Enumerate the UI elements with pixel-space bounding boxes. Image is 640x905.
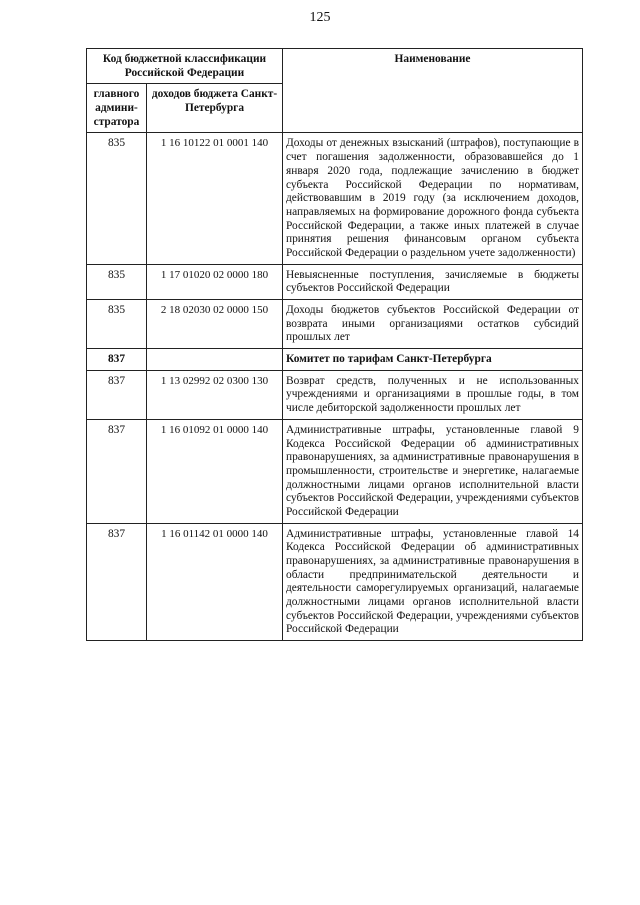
table-row xyxy=(87,370,583,419)
income-code-cell: 1 17 01020 02 0000 180 xyxy=(147,264,283,299)
header-name: Наименование xyxy=(283,49,583,133)
name-cell: Административные штрафы, установленные главой 14 Кодекса Российской Федерации об административных правонарушениях, за административные правонарушения в области предпринимательской деятельности и деятельности саморегулируемых организаций, налагаемые должностными лицами органов исполнительной власти субъектов Российской Федерации, учреждениями субъектов Российской Федерации xyxy=(283,523,583,641)
name-cell: Невыясненные поступления, зачисляемые в бюджеты субъектов Российской Федерации xyxy=(283,264,583,299)
header-admin: главного админи-стратора xyxy=(87,84,147,133)
income-code-cell: 1 13 02992 02 0300 130 xyxy=(147,370,283,419)
table-row xyxy=(87,133,583,264)
budget-classification-table xyxy=(86,48,583,641)
table-header xyxy=(87,49,583,133)
admin-code-cell: 837 xyxy=(87,523,147,641)
income-code-cell: 2 18 02030 02 0000 150 xyxy=(147,300,283,349)
admin-code-cell: 837 xyxy=(87,349,147,371)
income-code-cell: 1 16 01142 01 0000 140 xyxy=(147,523,283,641)
name-cell: Доходы от денежных взысканий (штрафов), поступающие в счет погашения задолженности, образовавшейся до 1 января 2020 года, подлежащие зачислению в бюджет субъекта Российской Федерации по нормативам, действовавшим в 2019 году (за исключением доходов, направляемых на формирование дорожного фонда субъекта Российской Федерации, а также иных платежей в случае принятия решения финансовым органом субъекта Российской Федерации о раздельном учете задолженности) xyxy=(283,133,583,264)
income-code-cell: 1 16 10122 01 0001 140 xyxy=(147,133,283,264)
income-code-cell xyxy=(147,349,283,371)
name-cell: Доходы бюджетов субъектов Российской Федерации от возврата иными организациями остатков субсидий прошлых лет xyxy=(283,300,583,349)
name-cell: Возврат средств, полученных и не использованных учреждениями и организациями в прошлые годы, в том числе дебиторской задолженности прошлых лет xyxy=(283,370,583,419)
header-classification-code: Код бюджетной классификации Российской Федерации xyxy=(87,49,283,84)
page-number: 125 xyxy=(309,10,331,25)
table-row xyxy=(87,523,583,641)
section-title-cell: Комитет по тарифам Санкт-Петербурга xyxy=(283,349,583,371)
income-code-cell: 1 16 01092 01 0000 140 xyxy=(147,419,283,523)
admin-code-cell: 837 xyxy=(87,419,147,523)
table-row xyxy=(87,264,583,299)
header-income: доходов бюджета Санкт-Петербурга xyxy=(147,84,283,133)
admin-code-cell: 835 xyxy=(87,133,147,264)
name-cell: Административные штрафы, установленные главой 9 Кодекса Российской Федерации об административных правонарушениях, за административные правонарушения в промышленности, строительстве и энергетике, налагаемые должностными лицами органов исполнительной власти субъектов Российской Федерации, учреждениями субъектов Российской Федерации xyxy=(283,419,583,523)
table-row xyxy=(87,419,583,523)
table-row xyxy=(87,300,583,349)
admin-code-cell: 835 xyxy=(87,264,147,299)
section-row xyxy=(87,349,583,371)
admin-code-cell: 837 xyxy=(87,370,147,419)
admin-code-cell: 835 xyxy=(87,300,147,349)
